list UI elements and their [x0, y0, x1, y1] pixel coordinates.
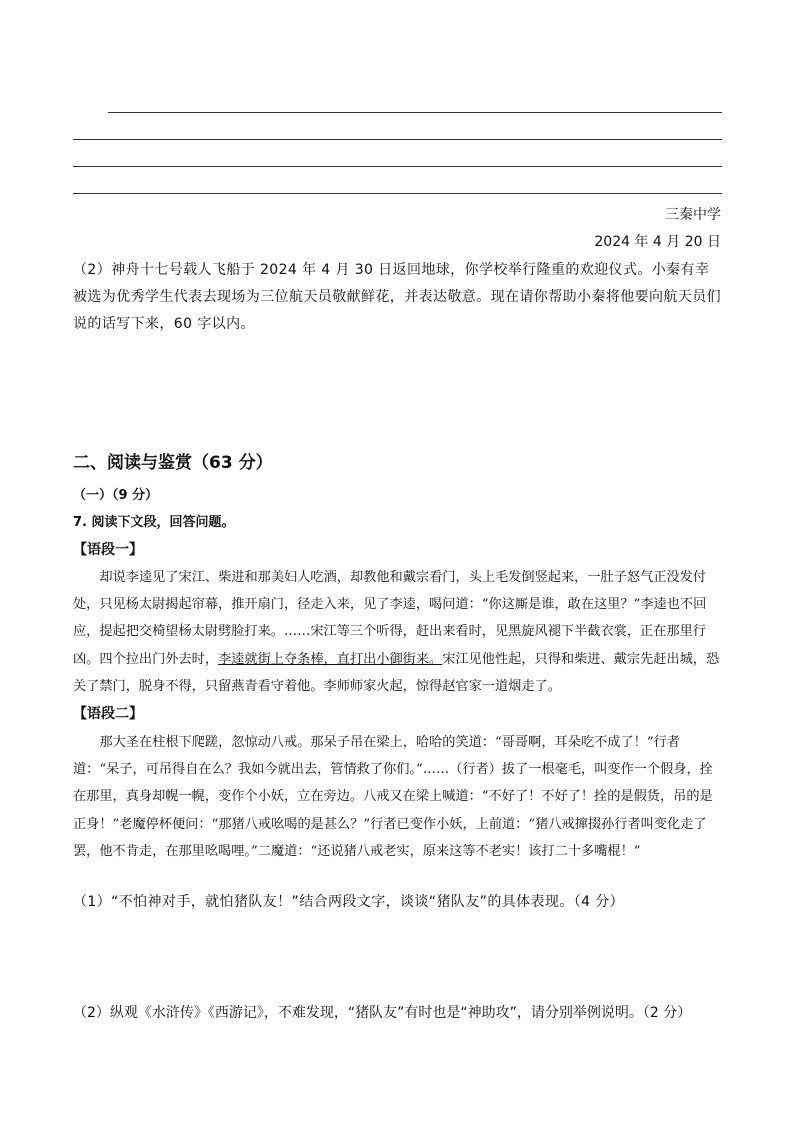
answer-line-1: [108, 112, 722, 113]
signature-school: 三秦中学: [665, 207, 721, 223]
answer-line-3: [73, 166, 722, 167]
answer-line-4: [73, 193, 722, 194]
sub-question-1: （1）“不怕神对手，就怕猪队友！”结合两段文字，谈谈“猪队友”的具体表现。（4 分）: [73, 894, 625, 910]
passage-2-label: 【语段二】: [73, 706, 143, 722]
passage-1-label: 【语段一】: [73, 542, 143, 558]
passage-2-text: 那大圣在柱根下爬蹉，忽惊动八戒。那呆子吊在梁上，哈哈的笑道：“哥哥啊，耳朵吃不成了！”行者道：“呆子，可吊得自在么？我如今就出去，管情救了你们。”……（行者）拔了一根毫毛，叫变作一个假身，拴在那里，真身却幌一幌，变作个小妖，立在旁边。八戒又在梁上喊道：“不好了！不好了！拴的是假货，吊的是正身！”老魔停杯便问：“那猪八戒吆喝的是甚么？”行者已变作小妖，上前道：“猪八戒撺掇孙行者叫变化走了罢，他不肯走，在那里吆喝哩。”二魔道：“还说猪八戒老实，原来这等不老实！该打二十多嘴棍！”: [73, 735, 713, 859]
passage-1-underlined: 李逵就街上夺条棒，直打出小御街来。: [218, 651, 443, 667]
signature-date: 2024 年 4 月 20 日: [594, 234, 721, 250]
passage-1-text-before: 却说李逵见了宋江、柴进和那美妇人吃酒，却教他和戴宗看门，头上毛发倒竖起来，一肚子怒气正没发付处，只见杨太尉揭起帘幕，推开扇门，径走入来，见了李逵，喝问道：“你这厮是谁，敢在这里？”李逵也不回应，提起把交椅望杨太尉劈脸打来。……宋江等三个听得，赶出来看时，见黑旋风褪下半截衣裳，正在那里行凶。四个拉出门外去时，: [73, 570, 707, 667]
passage-1-text: [73, 564, 725, 700]
answer-line-2: [73, 139, 722, 140]
question-7: 7. 阅读下文段，回答问题。: [73, 515, 235, 530]
subsection-title: （一）（9 分）: [73, 488, 159, 503]
section-title: 二、阅读与鉴赏（63 分）: [73, 453, 273, 473]
passage-1-text-after: 宋江见他性起，只得和柴进、戴宗先赶出城，恐关了禁门，脱身不得，只留燕青看守着他。李师师家火起，惊得赵官家一道烟走了。: [73, 651, 720, 694]
sub-question-2: （2）纵观《水浒传》《西游记》，不难发现，“猪队友”有时也是“神助攻”，请分别举例说明。（2 分）: [73, 1005, 692, 1021]
question-2: （2）神舟十七号载人飞船于 2024 年 4 月 30 日返回地球，你学校举行隆重的欢迎仪式。小秦有幸被选为优秀学生代表去现场为三位航天员敬献鲜花，并表达敬意。现在请你帮助小秦将他要向航天员们说的话写下来，60 字以内。: [73, 262, 721, 332]
